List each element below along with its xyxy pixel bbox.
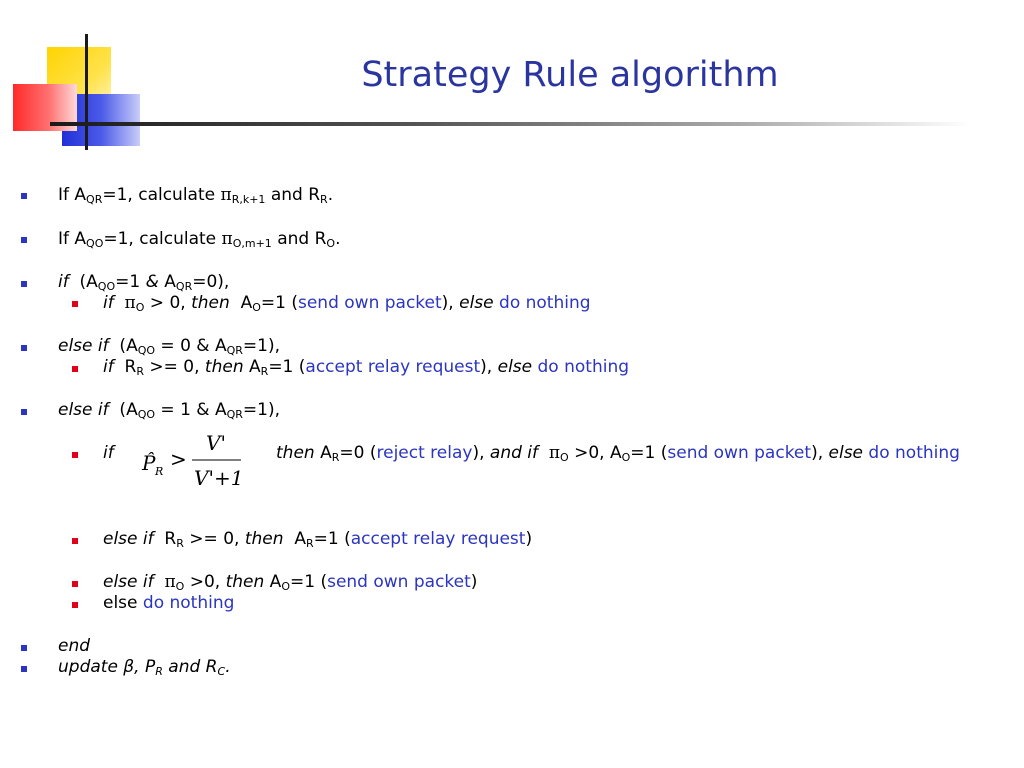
slide-title: Strategy Rule algorithm — [361, 55, 779, 95]
vertical-rule — [85, 34, 88, 150]
line-5d: else do nothing — [103, 593, 235, 613]
bullet-square — [21, 193, 27, 199]
bullet-square — [21, 409, 27, 415]
line-3a: if $\pi_O > 0$, then $A_O=1$ (send own packet), else do nothing — [103, 293, 591, 314]
bullet-square — [21, 645, 27, 651]
line-5: else if ($A_{QO} = 1$ & $A_{QR}=1$), — [58, 400, 281, 421]
bullet-square — [72, 452, 78, 458]
line-3: if ($A_{QO}=1$ & $A_{QR}=0$), — [58, 272, 230, 293]
bullet-square — [21, 345, 27, 351]
bullet-square — [72, 602, 78, 608]
line-2: If $A_{QO}=1$, calculate $\pi_{O,m+1}$ and $R_O$. — [58, 229, 341, 250]
bullet-square — [72, 301, 78, 307]
bullet-square — [21, 281, 27, 287]
line-4a: if $R_R >= 0$, then $A_R=1$ (accept relay request), else do nothing — [103, 357, 630, 378]
formula-lhs: P̂ — [142, 451, 156, 475]
bullet-square — [72, 581, 78, 587]
line-5a-rest: then $A_R=0$ (reject relay), and if $\pi_O >0$, $A_O=1$ (send own packet), else do nothing — [276, 443, 960, 464]
title-underline — [50, 122, 970, 126]
bullet-square — [72, 538, 78, 544]
formula — [138, 428, 258, 498]
line-4: else if ($A_{QO} = 0$ & $A_{QR}=1$), — [58, 336, 281, 357]
bullet-square — [72, 366, 78, 372]
bullet-square — [21, 666, 27, 672]
line-5c: else if $\pi_O >0$, then $A_O=1$ (send own packet) — [103, 572, 478, 593]
line-5a-if: if — [103, 443, 114, 463]
formula-lhs-sub: R — [155, 465, 164, 478]
formula-denominator: V'+1 — [194, 466, 244, 490]
bullet-square — [21, 237, 27, 243]
line-update: update β, $P_R$ and $R_C$. — [58, 657, 231, 678]
line-end: end — [58, 636, 91, 656]
line-1: If $A_{QR}=1$, calculate $\pi_{R,k+1}$ and $R_R$. — [58, 185, 334, 206]
formula-numerator: V' — [206, 431, 226, 455]
line-5b: else if $R_R >= 0$, then $A_R=1$ (accept relay request) — [103, 529, 533, 550]
formula-operator: > — [170, 447, 187, 471]
